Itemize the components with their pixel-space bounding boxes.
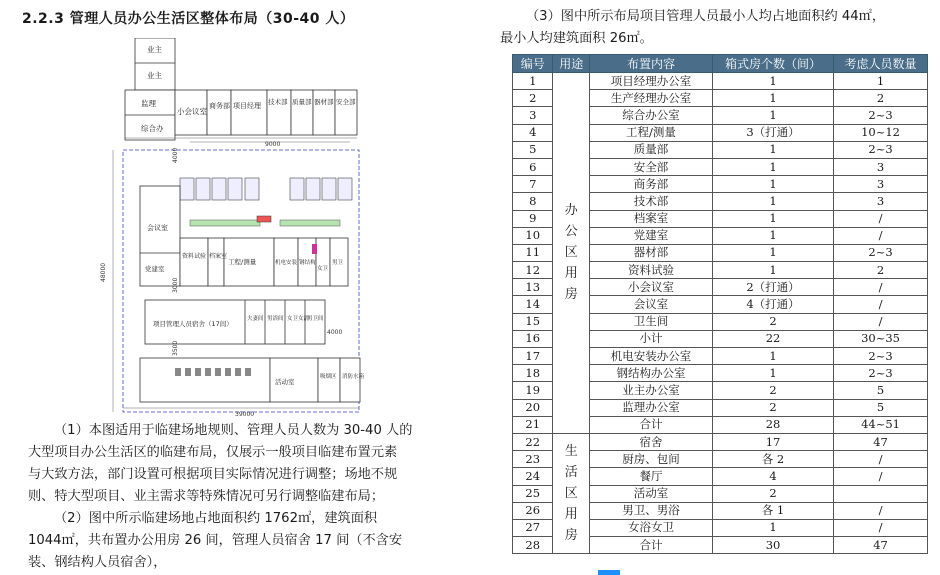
- cell-content: 会议室: [590, 296, 713, 313]
- cell-content: 业主办公室: [590, 382, 713, 399]
- paragraph-3: [500, 6, 940, 50]
- cell-content: 监理办公室: [590, 399, 713, 416]
- cell-box-count: 1: [712, 141, 833, 158]
- table-body: [513, 73, 928, 554]
- cell-content: 商务部: [590, 176, 713, 193]
- cell-people: 2~3: [834, 348, 928, 365]
- room-equipment: 器材部: [314, 98, 334, 106]
- room-male-wc2: 男卫间: [307, 316, 324, 322]
- cell-people: 2~3: [834, 107, 928, 124]
- cell-box-count: 1: [712, 176, 833, 193]
- cell-content: 厨房、包间: [590, 451, 713, 468]
- dim-3500: 3500: [172, 340, 179, 356]
- cell-no: 5: [513, 141, 553, 158]
- room-general-office: 综合办: [141, 124, 164, 133]
- cell-box-count: 1: [712, 73, 833, 90]
- cell-box-count: 各 1: [712, 502, 833, 519]
- cell-people: /: [834, 210, 928, 227]
- col-header-use: 用途: [553, 55, 590, 73]
- cell-people: 47: [834, 433, 928, 450]
- para1-line-4: 则、特大型项目、业主需求等特殊情况可另行调整临建布局；: [28, 489, 385, 504]
- cell-box-count: 2: [712, 313, 833, 330]
- cell-box-count: 4（打通）: [712, 296, 833, 313]
- room-male-bath: 男浴间: [267, 316, 284, 322]
- cell-no: 12: [513, 262, 553, 279]
- cell-content: 机电安装办公室: [590, 348, 713, 365]
- cell-no: 18: [513, 365, 553, 382]
- cell-no: 22: [513, 433, 553, 450]
- cell-people: /: [834, 451, 928, 468]
- paragraph-2: [28, 508, 460, 574]
- cell-box-count: 1: [712, 227, 833, 244]
- cell-people: 5: [834, 399, 928, 416]
- room-owner-2: 业主: [147, 71, 162, 80]
- cell-people: /: [834, 227, 928, 244]
- cell-box-count: 2: [712, 382, 833, 399]
- cell-content: 安全部: [590, 158, 713, 175]
- cell-content: 小会议室: [590, 279, 713, 296]
- cell-no: 14: [513, 296, 553, 313]
- cell-no: 13: [513, 279, 553, 296]
- scrollbar-thumb[interactable]: [598, 570, 620, 575]
- cell-people: /: [834, 296, 928, 313]
- cell-box-count: 30: [712, 537, 833, 554]
- use-living-label: 生活区用房: [564, 444, 578, 544]
- cell-content: 男卫、男浴: [590, 502, 713, 519]
- dim-4000: 4000: [172, 147, 179, 163]
- room-activity: 活动室: [275, 378, 295, 386]
- col-header-people: 考虑人员数量: [834, 55, 928, 73]
- cell-no: 3: [513, 107, 553, 124]
- room-owner-1: 业主: [147, 45, 162, 54]
- cell-no: 16: [513, 330, 553, 347]
- cell-content: 餐厅: [590, 468, 713, 485]
- cell-no: 10: [513, 227, 553, 244]
- cell-box-count: 22: [712, 330, 833, 347]
- cell-content: 合计: [590, 537, 713, 554]
- cell-box-count: 3（打通）: [712, 124, 833, 141]
- para1-line-1: （1）本图适用于临建场地规则、管理人员人数为 30-40 人的: [54, 423, 413, 438]
- cell-people: /: [834, 313, 928, 330]
- room-safety: 安全部: [336, 98, 356, 106]
- para1-line-3: 与大致方法，部门设置可根据项目实际情况进行调整；场地不规: [28, 467, 398, 482]
- cell-no: 7: [513, 176, 553, 193]
- room-quality: 质量部: [292, 98, 312, 106]
- room-party: 党建室: [145, 265, 165, 273]
- cell-box-count: 1: [712, 158, 833, 175]
- dim-3000: 3000: [172, 277, 179, 293]
- cell-no: 26: [513, 502, 553, 519]
- cell-box-count: 2: [712, 399, 833, 416]
- cell-content: 器材部: [590, 244, 713, 261]
- cell-people: /: [834, 502, 928, 519]
- cell-people: 2: [834, 90, 928, 107]
- cell-box-count: 1: [712, 348, 833, 365]
- cell-content: 工程/测量: [590, 124, 713, 141]
- table-header-row: [513, 55, 928, 73]
- cell-box-count: 17: [712, 433, 833, 450]
- cell-no: 21: [513, 416, 553, 433]
- room-dorm: 项目管理人员宿舍（17间）: [153, 320, 233, 328]
- room-technical: 技术部: [268, 98, 288, 106]
- para2-line-3: 装、钢结构人员宿舍），: [28, 555, 167, 570]
- cell-no: 11: [513, 244, 553, 261]
- room-archive: 档案室: [209, 253, 228, 260]
- right-column: [490, 0, 940, 575]
- cell-people: [834, 485, 928, 502]
- cell-no: 28: [513, 537, 553, 554]
- cell-box-count: 1: [712, 519, 833, 536]
- room-smoking: 吸烟区: [320, 374, 337, 380]
- cell-people: /: [834, 519, 928, 536]
- room-small-meeting: 小会议室: [177, 107, 207, 116]
- cell-box-count: 1: [712, 193, 833, 210]
- cell-content: 项目经理办公室: [590, 73, 713, 90]
- room-steel: 钢结构: [299, 260, 316, 266]
- cell-box-count: 1: [712, 244, 833, 261]
- cell-content: 综合办公室: [590, 107, 713, 124]
- room-supervisor-1: 监理: [141, 99, 156, 108]
- cell-no: 25: [513, 485, 553, 502]
- cell-content: 活动室: [590, 485, 713, 502]
- cell-people: 44~51: [834, 416, 928, 433]
- table-row: [513, 433, 928, 450]
- cell-people: 3: [834, 176, 928, 193]
- cell-no: 20: [513, 399, 553, 416]
- cell-no: 17: [513, 348, 553, 365]
- cell-box-count: 2（打通）: [712, 279, 833, 296]
- cell-people: 3: [834, 158, 928, 175]
- cell-people: 5: [834, 382, 928, 399]
- cell-content: 合计: [590, 416, 713, 433]
- section-heading: 2.2.3 管理人员办公生活区整体布局（30-40 人）: [22, 11, 355, 27]
- cell-no: 9: [513, 210, 553, 227]
- col-header-no: 编号: [513, 55, 553, 73]
- cell-content: 技术部: [590, 193, 713, 210]
- cell-content: 钢结构办公室: [590, 365, 713, 382]
- cell-content: 卫生间: [590, 313, 713, 330]
- cell-box-count: 1: [712, 262, 833, 279]
- cell-no: 1: [513, 73, 553, 90]
- cell-people: 10~12: [834, 124, 928, 141]
- cell-use-office: [553, 73, 590, 434]
- room-mep: 机电安装: [275, 260, 298, 266]
- cell-no: 24: [513, 468, 553, 485]
- dim-39000: 39000: [235, 411, 255, 418]
- room-data-test: 资料试验: [182, 253, 207, 260]
- cell-box-count: 1: [712, 90, 833, 107]
- cell-no: 8: [513, 193, 553, 210]
- layout-table: [512, 54, 928, 554]
- cell-no: 23: [513, 451, 553, 468]
- dim-48000: 48000: [100, 262, 107, 282]
- cell-box-count: 各 2: [712, 451, 833, 468]
- cell-people: /: [834, 279, 928, 296]
- room-meeting: 会议室: [147, 224, 168, 232]
- cell-content: 女浴女卫: [590, 519, 713, 536]
- cell-box-count: 4: [712, 468, 833, 485]
- cell-content: 党建室: [590, 227, 713, 244]
- cell-box-count: 28: [712, 416, 833, 433]
- cell-no: 19: [513, 382, 553, 399]
- cell-content: 小计: [590, 330, 713, 347]
- cell-content: 档案室: [590, 210, 713, 227]
- cell-box-count: 1: [712, 210, 833, 227]
- cell-people: 2~3: [834, 141, 928, 158]
- room-engineering: 工程/测量: [228, 258, 257, 266]
- cell-box-count: 1: [712, 365, 833, 382]
- para2-line-1: （2）图中所示临建场地占地面积约 1762㎡，建筑面积: [54, 511, 378, 526]
- cell-no: 4: [513, 124, 553, 141]
- cell-people: 3: [834, 193, 928, 210]
- cell-no: 15: [513, 313, 553, 330]
- dim-4000b: 4000: [327, 329, 343, 336]
- cell-no: 27: [513, 519, 553, 536]
- room-female-bath: 女卫女浴: [287, 316, 310, 322]
- cell-people: 30~35: [834, 330, 928, 347]
- cell-no: 6: [513, 158, 553, 175]
- para1-line-2: 大型项目办公生活区的临建布局，仅展示一般项目临建布置元素: [28, 445, 398, 460]
- cell-people: 2~3: [834, 365, 928, 382]
- use-office-label: 办公区用房: [564, 203, 578, 303]
- dim-9000: 9000: [265, 141, 281, 148]
- room-business: 商务部: [209, 102, 230, 110]
- para3-line-1: （3）图中所示布局项目管理人员最小人均占地面积约 44㎡，: [526, 9, 886, 24]
- cell-people: 1: [834, 73, 928, 90]
- cell-content: 质量部: [590, 141, 713, 158]
- para3-line-2: 最小人均建筑面积 26㎡。: [500, 31, 653, 46]
- col-header-box-count: 箱式房个数（间）: [712, 55, 833, 73]
- cell-people: 2: [834, 262, 928, 279]
- cell-people: /: [834, 468, 928, 485]
- cell-content: 生产经理办公室: [590, 90, 713, 107]
- cell-content: 宿舍: [590, 433, 713, 450]
- col-header-content: 布置内容: [590, 55, 713, 73]
- room-male-wc: 男卫: [332, 260, 344, 266]
- room-fire-tank: 消防水箱: [342, 374, 365, 380]
- cell-people: 2~3: [834, 244, 928, 261]
- site-plan-drawing: [95, 38, 395, 418]
- cell-content: 资料试验: [590, 262, 713, 279]
- cell-box-count: 1: [712, 107, 833, 124]
- cell-people: 47: [834, 537, 928, 554]
- room-couple: 夫妻间: [247, 316, 264, 322]
- table-row: [513, 73, 928, 90]
- cell-no: 2: [513, 90, 553, 107]
- cell-use-living: [553, 433, 590, 553]
- room-project-manager: 项目经理: [233, 102, 261, 110]
- paragraph-1: [28, 420, 460, 508]
- para2-line-2: 1044㎡，共布置办公用房 26 间，管理人员宿舍 17 间（不含安: [28, 533, 403, 548]
- cell-box-count: 2: [712, 485, 833, 502]
- room-female-wc: 女卫: [317, 266, 329, 272]
